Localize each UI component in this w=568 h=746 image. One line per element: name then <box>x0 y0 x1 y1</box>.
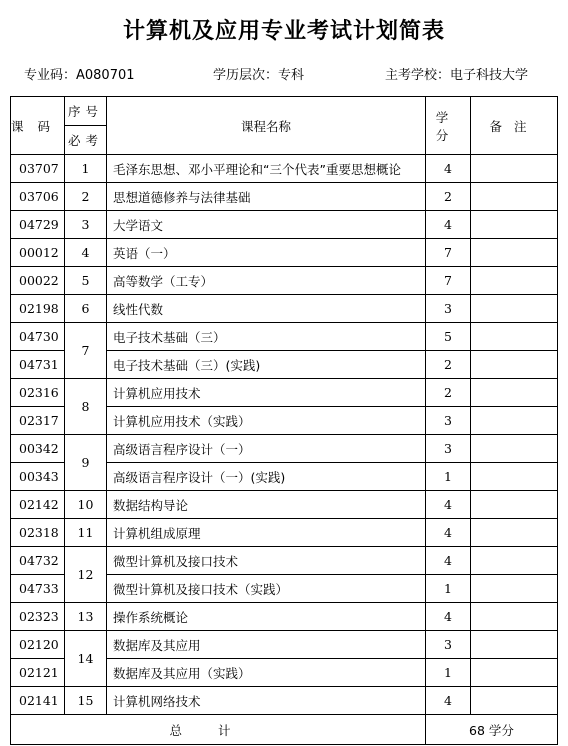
examining-school: 主考学校：电子科技大学 <box>385 68 529 83</box>
course-name: 计算机网络技术 <box>107 687 426 715</box>
course-seq: 8 <box>65 379 107 435</box>
table-row <box>11 519 558 547</box>
course-credit: 3 <box>426 631 471 659</box>
total-value: 68 学分 <box>426 715 558 745</box>
course-seq: 5 <box>65 267 107 295</box>
course-credit: 1 <box>426 463 471 491</box>
education-level: 学历层次：专科 <box>213 68 305 83</box>
course-seq: 12 <box>65 547 107 603</box>
course-name: 微型计算机及接口技术 <box>107 547 426 575</box>
course-credit: 5 <box>426 323 471 351</box>
table-footer <box>11 715 558 745</box>
course-note <box>471 211 558 239</box>
course-note <box>471 239 558 267</box>
course-name: 电子技术基础（三）(实践) <box>107 351 426 379</box>
course-code: 02316 <box>11 379 65 407</box>
course-credit: 2 <box>426 379 471 407</box>
course-code: 02142 <box>11 491 65 519</box>
course-note <box>471 435 558 463</box>
course-credit: 4 <box>426 547 471 575</box>
table-row <box>11 379 558 407</box>
table-row <box>11 631 558 659</box>
table-row <box>11 491 558 519</box>
course-name: 微型计算机及接口技术（实践） <box>107 575 426 603</box>
table-row <box>11 435 558 463</box>
course-code: 04729 <box>11 211 65 239</box>
course-credit: 3 <box>426 407 471 435</box>
course-code: 02323 <box>11 603 65 631</box>
course-name: 高级语言程序设计（一） <box>107 435 426 463</box>
course-code: 04733 <box>11 575 65 603</box>
course-name: 线性代数 <box>107 295 426 323</box>
header-course-name: 课程名称 <box>107 97 426 155</box>
table-row <box>11 239 558 267</box>
course-credit: 3 <box>426 435 471 463</box>
table-row <box>11 603 558 631</box>
table-row <box>11 547 558 575</box>
course-credit: 4 <box>426 603 471 631</box>
course-name: 计算机应用技术（实践） <box>107 407 426 435</box>
course-seq: 9 <box>65 435 107 491</box>
course-seq: 2 <box>65 183 107 211</box>
major-code: 专业码：A080701 <box>24 68 135 83</box>
course-code: 03707 <box>11 155 65 183</box>
course-note <box>471 267 558 295</box>
course-name: 大学语文 <box>107 211 426 239</box>
course-seq: 1 <box>65 155 107 183</box>
course-name: 高等数学（工专） <box>107 267 426 295</box>
table-body <box>11 155 558 715</box>
course-note <box>471 323 558 351</box>
table-header <box>11 97 558 155</box>
course-plan-table <box>10 96 558 745</box>
course-note <box>471 463 558 491</box>
course-code: 02318 <box>11 519 65 547</box>
course-code: 04730 <box>11 323 65 351</box>
course-code: 02317 <box>11 407 65 435</box>
course-name: 数据库及其应用（实践） <box>107 659 426 687</box>
course-note <box>471 631 558 659</box>
table-row <box>11 155 558 183</box>
course-code: 00012 <box>11 239 65 267</box>
course-name: 高级语言程序设计（一）(实践) <box>107 463 426 491</box>
course-note <box>471 519 558 547</box>
course-credit: 4 <box>426 491 471 519</box>
course-credit: 1 <box>426 659 471 687</box>
table-row <box>11 323 558 351</box>
page-title: 计算机及应用专业考试计划简表 <box>122 19 445 44</box>
course-seq: 13 <box>65 603 107 631</box>
course-code: 02121 <box>11 659 65 687</box>
course-name: 毛泽东思想、邓小平理论和“三个代表”重要思想概论 <box>107 155 426 183</box>
course-code: 00342 <box>11 435 65 463</box>
course-name: 操作系统概论 <box>107 603 426 631</box>
header-credit: 学分 <box>426 97 471 155</box>
course-code: 02141 <box>11 687 65 715</box>
course-seq: 11 <box>65 519 107 547</box>
course-note <box>471 183 558 211</box>
total-label: 总计 <box>11 715 426 745</box>
course-note <box>471 351 558 379</box>
course-credit: 2 <box>426 351 471 379</box>
course-name: 英语（一） <box>107 239 426 267</box>
course-note <box>471 155 558 183</box>
course-seq: 4 <box>65 239 107 267</box>
course-note <box>471 547 558 575</box>
course-code: 04732 <box>11 547 65 575</box>
course-seq: 15 <box>65 687 107 715</box>
course-code: 00343 <box>11 463 65 491</box>
course-code: 02198 <box>11 295 65 323</box>
table-row <box>11 295 558 323</box>
table-row <box>11 687 558 715</box>
course-credit: 7 <box>426 267 471 295</box>
course-name: 计算机组成原理 <box>107 519 426 547</box>
course-name: 数据库及其应用 <box>107 631 426 659</box>
course-code: 04731 <box>11 351 65 379</box>
course-note <box>471 295 558 323</box>
table-row <box>11 211 558 239</box>
course-code: 02120 <box>11 631 65 659</box>
course-note <box>471 575 558 603</box>
course-credit: 7 <box>426 239 471 267</box>
course-note <box>471 659 558 687</box>
course-credit: 4 <box>426 519 471 547</box>
course-name: 电子技术基础（三） <box>107 323 426 351</box>
header-note: 备注 <box>471 97 558 155</box>
course-credit: 3 <box>426 295 471 323</box>
header-required: 必考 <box>65 126 107 155</box>
course-credit: 4 <box>426 687 471 715</box>
course-credit: 2 <box>426 183 471 211</box>
course-credit: 4 <box>426 211 471 239</box>
header-code: 课码 <box>11 97 65 155</box>
course-name: 数据结构导论 <box>107 491 426 519</box>
course-note <box>471 379 558 407</box>
course-seq: 7 <box>65 323 107 379</box>
table-row <box>11 183 558 211</box>
header-seq: 序号 <box>65 97 107 126</box>
course-seq: 6 <box>65 295 107 323</box>
course-code: 00022 <box>11 267 65 295</box>
course-seq: 14 <box>65 631 107 687</box>
course-code: 03706 <box>11 183 65 211</box>
course-credit: 4 <box>426 155 471 183</box>
table-row <box>11 267 558 295</box>
course-note <box>471 491 558 519</box>
course-note <box>471 603 558 631</box>
course-seq: 10 <box>65 491 107 519</box>
course-note <box>471 407 558 435</box>
course-name: 思想道德修养与法律基础 <box>107 183 426 211</box>
course-note <box>471 687 558 715</box>
course-credit: 1 <box>426 575 471 603</box>
course-name: 计算机应用技术 <box>107 379 426 407</box>
course-seq: 3 <box>65 211 107 239</box>
